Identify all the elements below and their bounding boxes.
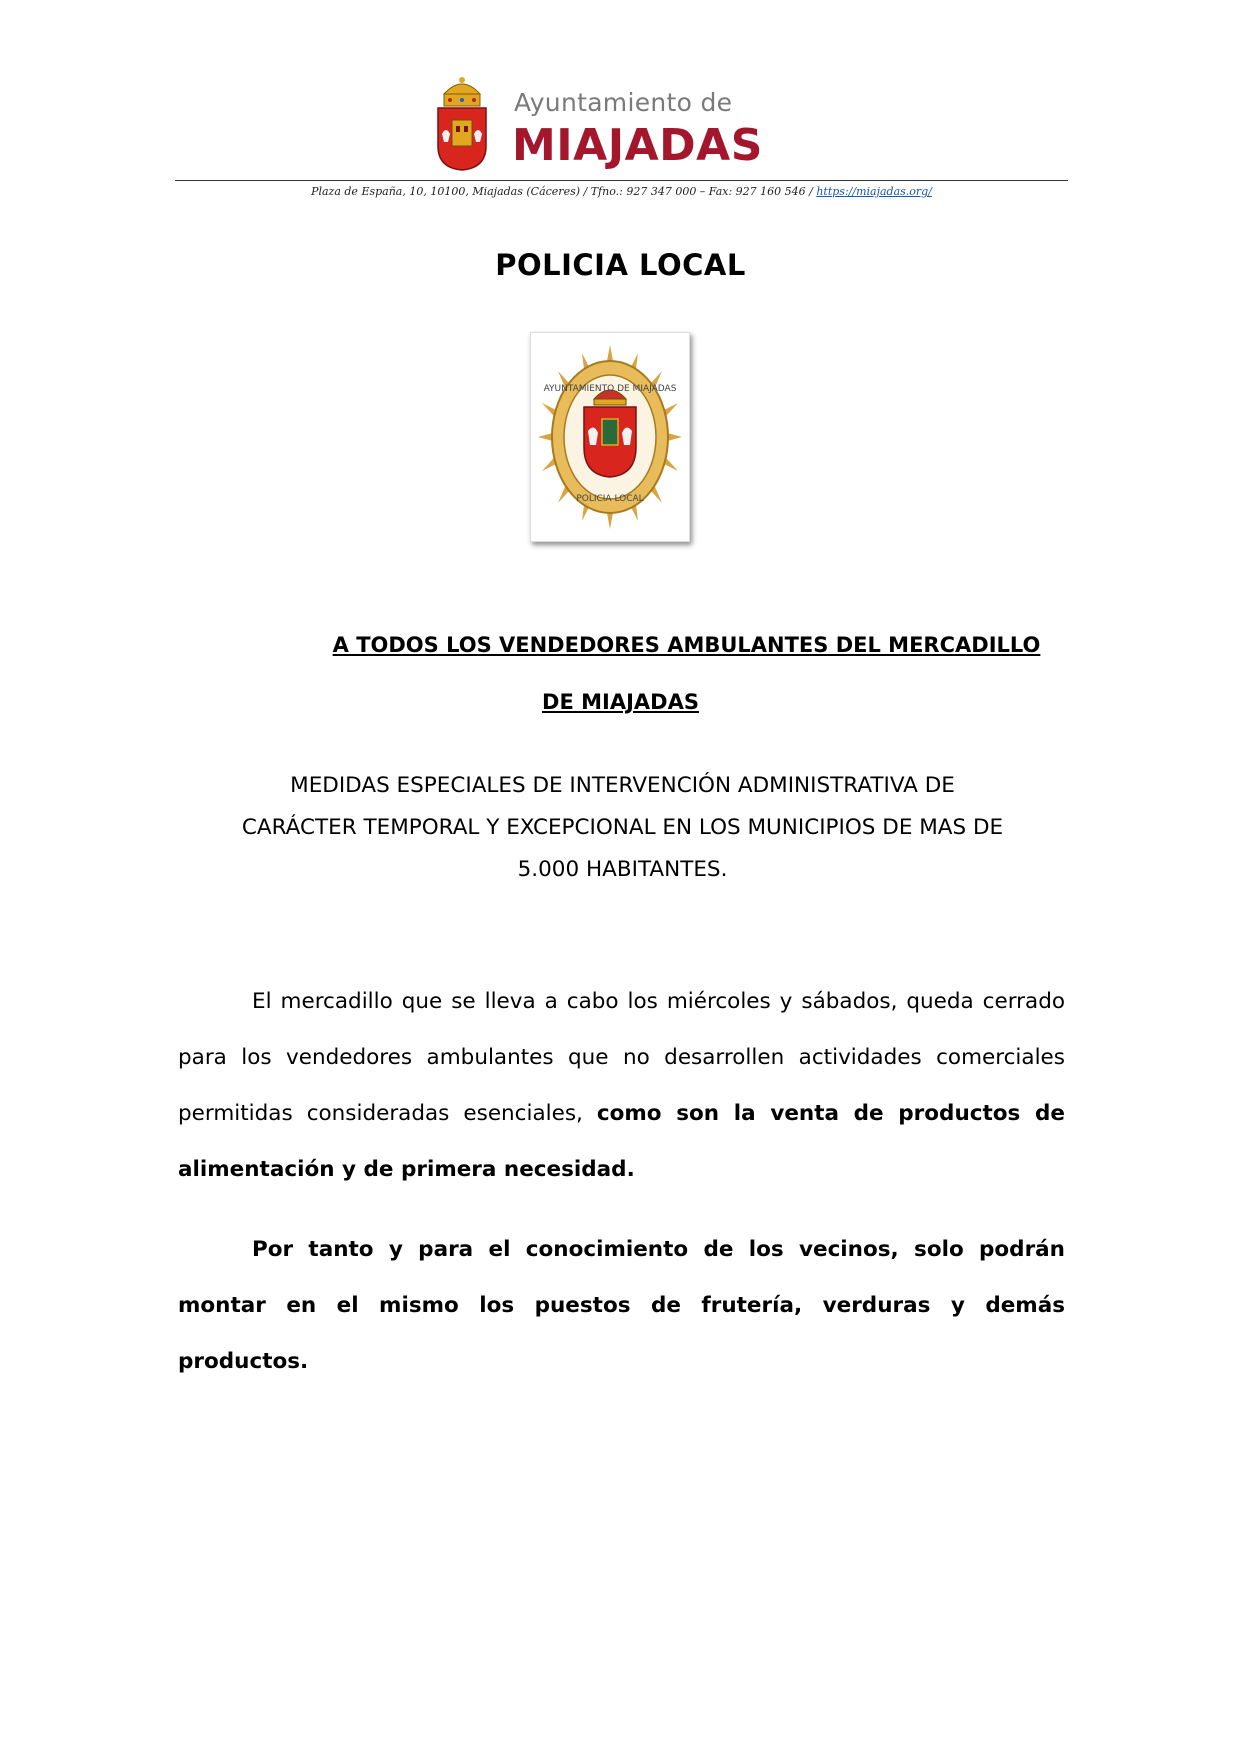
page-title: POLICIA LOCAL bbox=[495, 248, 746, 282]
paragraph-1-bold: como son la venta de productos de alimentación y de primera necesidad. bbox=[178, 1101, 1065, 1182]
paragraph-1-normal: El mercadillo que se lleva a cabo los miércoles y sábados, queda cerrado para los vendedores ambulantes que no desarrollen actividades comerciales permitidas consideradas esenciales, bbox=[178, 989, 1065, 1126]
address-text: Plaza de España, 10, 10100, Miajadas (Cáceres) / Tfno.: 927 347 000 – Fax: 927 160 546 / bbox=[311, 185, 817, 198]
coat-of-arms-icon bbox=[434, 76, 490, 172]
logo-line-miajadas: MIAJADAS bbox=[512, 120, 763, 171]
logo-line-ayuntamiento: Ayuntamiento de bbox=[514, 88, 733, 117]
header-address bbox=[175, 185, 1068, 198]
badge-bottom-text: POLICIA LOCAL bbox=[576, 494, 644, 504]
municipal-logo bbox=[434, 76, 770, 172]
header-divider bbox=[175, 180, 1068, 181]
subject-line-2: DE MIAJADAS bbox=[542, 690, 699, 714]
measures-heading bbox=[200, 765, 1045, 891]
police-badge-image bbox=[530, 332, 690, 542]
measures-line-1: MEDIDAS ESPECIALES DE INTERVENCIÓN ADMINISTRATIVA DE bbox=[290, 773, 955, 798]
measures-line-2: CARÁCTER TEMPORAL Y EXCEPCIONAL EN LOS MUNICIPIOS DE MAS DE bbox=[241, 815, 1004, 840]
website-link[interactable]: https://miajadas.org/ bbox=[816, 185, 932, 198]
paragraph-allowed-stalls: Por tanto y para el conocimiento de los vecinos, solo podrán montar en el mismo los puestos de frutería, verduras y demás productos. bbox=[178, 1237, 1065, 1374]
paragraph-market-closure bbox=[178, 974, 1065, 1198]
subject-line-1: A TODOS LOS VENDEDORES AMBULANTES DEL MERCADILLO bbox=[332, 633, 1041, 657]
badge-top-text: AYUNTAMIENTO DE MIAJADAS bbox=[543, 384, 677, 394]
police-badge-icon bbox=[531, 333, 689, 541]
measures-line-3: 5.000 HABITANTES. bbox=[517, 857, 728, 882]
